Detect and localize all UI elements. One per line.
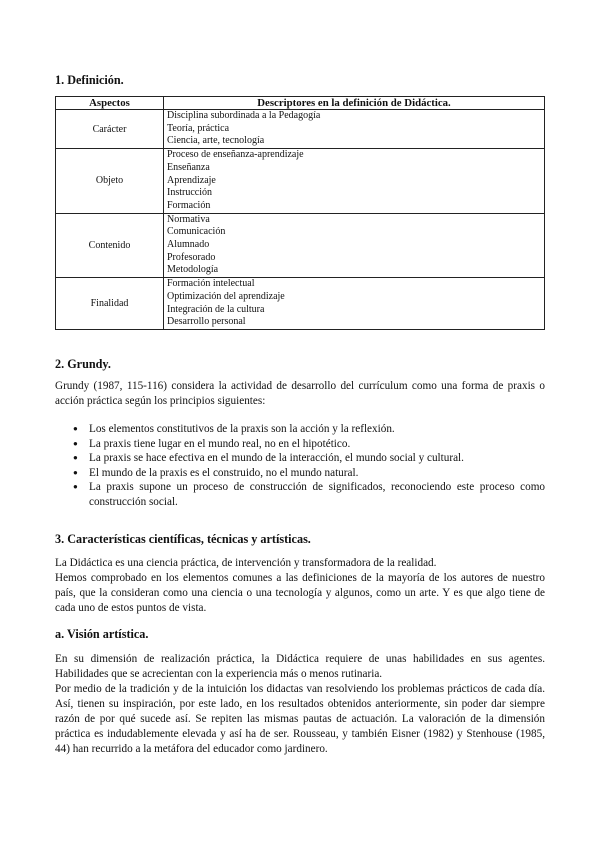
table-row	[56, 149, 545, 214]
section-3-paragraph-2: Hemos comprobado en los elementos comunes a las definiciones de la mayoría de los autores de nuestro país, que la consideran como una ciencia o una tecnología y algunos, como un arte. Y es que algo tiene de cada uno de estos puntos de vista.	[55, 572, 545, 614]
section-a-heading: a. Visión artística.	[55, 627, 149, 641]
praxis-principles-list	[55, 422, 545, 510]
descriptor: Integración de la cultura	[167, 303, 265, 315]
descriptor: Comunicación	[167, 226, 226, 238]
section-3-heading: 3. Características científicas, técnicas y artísticas.	[55, 532, 311, 546]
descriptor: Instrucción	[167, 187, 212, 199]
descriptor: Formación intelectual	[167, 278, 255, 290]
descriptor: Desarrollo personal	[167, 316, 246, 328]
descriptor: Teoría, práctica	[167, 122, 230, 134]
descriptor: Aprendizaje	[167, 174, 216, 186]
descriptor-cell	[164, 110, 545, 149]
list-item: ● La praxis supone un proceso de construcción de significados, reconociendo este proceso como construcción social.	[55, 480, 545, 509]
table-row	[56, 213, 545, 278]
descriptor: Enseñanza	[167, 161, 210, 173]
descriptor: Alumnado	[167, 239, 210, 251]
list-item: ● Los elementos constitutivos de la praxis son la acción y la reflexión.	[55, 422, 545, 437]
table-row	[56, 110, 545, 149]
section-1-heading: 1. Definición.	[55, 73, 124, 87]
descriptor: Formación	[167, 199, 211, 211]
aspect-cell: Carácter	[56, 110, 164, 149]
descriptor: Ciencia, arte, tecnología	[167, 135, 265, 147]
section-a-paragraph-2: Por medio de la tradición y de la intuición los didactas van resolviendo los problemas prácticos de cada día. Así, tienen su inspiración, por este lado, en los resultados obtenidos anteriormente, sin poder dar siempre razón de por qué sucede así. Se repiten las mismas pautas de actuación. La valoración de la dimensión práctica es indudablemente elevada y así ha de ser. Rousseau, y también Eisner (1982) y Stenhouse (1985, 44) han recurrido a la metáfora del educador como jardinero.	[55, 683, 545, 755]
header-descriptors: Descriptores en la definición de Didáctica.	[164, 97, 545, 110]
descriptor: Optimización del aprendizaje	[167, 290, 285, 302]
list-item: ● La praxis tiene lugar en el mundo real, no en el hipotético.	[55, 437, 545, 452]
aspect-cell: Objeto	[56, 149, 164, 214]
section-2-heading: 2. Grundy.	[55, 357, 111, 371]
aspect-cell: Finalidad	[56, 278, 164, 330]
descriptor: Proceso de enseñanza-aprendizaje	[167, 149, 304, 161]
grundy-intro: Grundy (1987, 115-116) considera la actividad de desarrollo del currículum como una forma de praxis o acción práctica según los principios siguientes:	[55, 380, 545, 407]
aspect-cell: Contenido	[56, 213, 164, 278]
descriptor: Normativa	[167, 213, 210, 225]
descriptor-cell	[164, 213, 545, 278]
section-3-paragraph-1: La Didáctica es una ciencia práctica, de intervención y transformadora de la realidad.	[55, 557, 437, 569]
descriptor-cell	[164, 149, 545, 214]
definition-table	[55, 96, 545, 330]
header-aspects: Aspectos	[56, 97, 164, 110]
descriptor-cell	[164, 278, 545, 330]
list-item: ● La praxis se hace efectiva en el mundo de la interacción, el mundo social y cultural.	[55, 451, 545, 466]
list-item: ● El mundo de la praxis es el construido, no el mundo natural.	[55, 466, 545, 481]
table-row	[56, 278, 545, 330]
descriptor: Profesorado	[167, 251, 216, 263]
descriptor: Disciplina subordinada a la Pedagogía	[167, 110, 321, 121]
section-a-paragraph-1: En su dimensión de realización práctica, la Didáctica requiere de unas habilidades en sus agentes. Habilidades que se acrecientan con la experiencia más o menos rutinaria.	[55, 653, 545, 680]
table-header-row	[56, 97, 545, 110]
descriptor: Metodología	[167, 264, 219, 276]
